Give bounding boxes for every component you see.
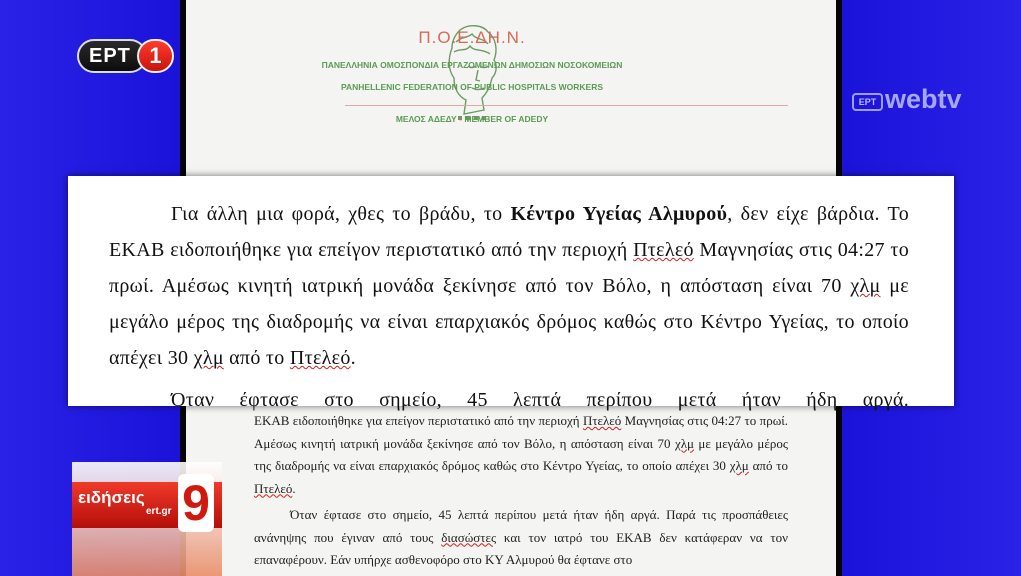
member-separator: • <box>459 114 463 124</box>
excerpt-paragraph-1: Για άλλη μια φορά, χθες το βράδυ, το Κέντρο Υγείας Αλμυρού, δεν είχε βάρδια. Το ΕΚΑΒ ειδοποιήθηκε για επείγον περιστατικό από την περιοχή Πτελεό Μαγνησίας στις 04:27 το πρωί. Αμέσως κινητή ιατρική μονάδα ξεκίνησε από τον Βόλο, η απόσταση είναι 70 χλμ με μεγάλο μέρος της διαδρομής να είναι επαρχιακός δρόμος καθώς στο Κέντρο Υγείας, το οποίο απέχει 30 χλμ από το Πτελεό. <box>109 203 910 369</box>
header-divider <box>345 105 788 106</box>
excerpt-paragraph-2: Όταν έφτασε στο σημείο, 45 λεπτά περίπου μετά ήταν ήδη αργά. <box>171 389 909 411</box>
health-center-name: Κέντρο Υγείας Αλμυρού <box>510 203 728 225</box>
member-greek: ΜΕΛΟΣ ΑΔΕΔΥ <box>395 114 457 124</box>
news-site: ert.gr <box>146 506 172 517</box>
news-9-logo <box>72 462 222 576</box>
ert-webtv-logo <box>852 84 1002 118</box>
body-paragraph-1: ΕΚΑΒ ειδοποιήθηκε για επείγον περιστατικό από την περιοχή Πτελεό Μαγνησίας στις 04:27 το πρωί. Αμέσως κινητή ιατρική μονάδα ξεκίνησε από τον Βόλο, η απόσταση είναι 70 χλμ με μεγάλο μέρος της διαδρομής να είναι επαρχιακός δρόμος καθώς στο Κέντρο Υγείας, το οποίο απέχει 30 χλμ από το Πτελεό. <box>254 413 788 496</box>
document-body <box>254 410 788 572</box>
body-paragraph-2: Όταν έφτασε στο σημείο, 45 λεπτά περίπου μετά ήταν ήδη αργά. Παρά τις προσπάθειες ανάνηψης που έγιναν από τους διασώστες και τον ιατρό του ΕΚΑΒ δεν κατάφεραν να τον επαναφέρουν. Εάν υπήρχε ασθενοφόρο στο ΚΥ Αλμυρού θα έφτανε στο <box>254 507 788 567</box>
org-acronym: Π.Ο.Ε.ΔΗ.Ν. <box>418 28 526 47</box>
webtv-ert-badge: ΕΡΤ <box>852 93 883 111</box>
member-line <box>292 114 652 124</box>
ert-logo-number: 1 <box>137 39 174 73</box>
member-english: MEMBER OF ADEDY <box>464 114 549 124</box>
news-word: ειδήσεις <box>78 488 145 507</box>
ert1-channel-logo <box>77 39 174 73</box>
webtv-wordmark: webtv <box>885 84 962 114</box>
org-name-greek: ΠΑΝΕΛΛΗΝΙΑ ΟΜΟΣΠΟΝΔΙΑ ΕΡΓΑΖΟΜΕΝΩΝ ΔΗΜΟΣΙΩΝ ΝΟΣΟΚΟΜΕΙΩΝ <box>321 60 623 70</box>
excerpt-text <box>109 196 909 418</box>
ert-logo-text: ΕΡΤ <box>77 39 147 73</box>
org-name-english: PANHELLENIC FEDERATION OF PUBLIC HOSPITALS WORKERS <box>340 82 604 92</box>
highlighted-excerpt <box>68 176 954 411</box>
news-number: 9 <box>178 474 214 532</box>
